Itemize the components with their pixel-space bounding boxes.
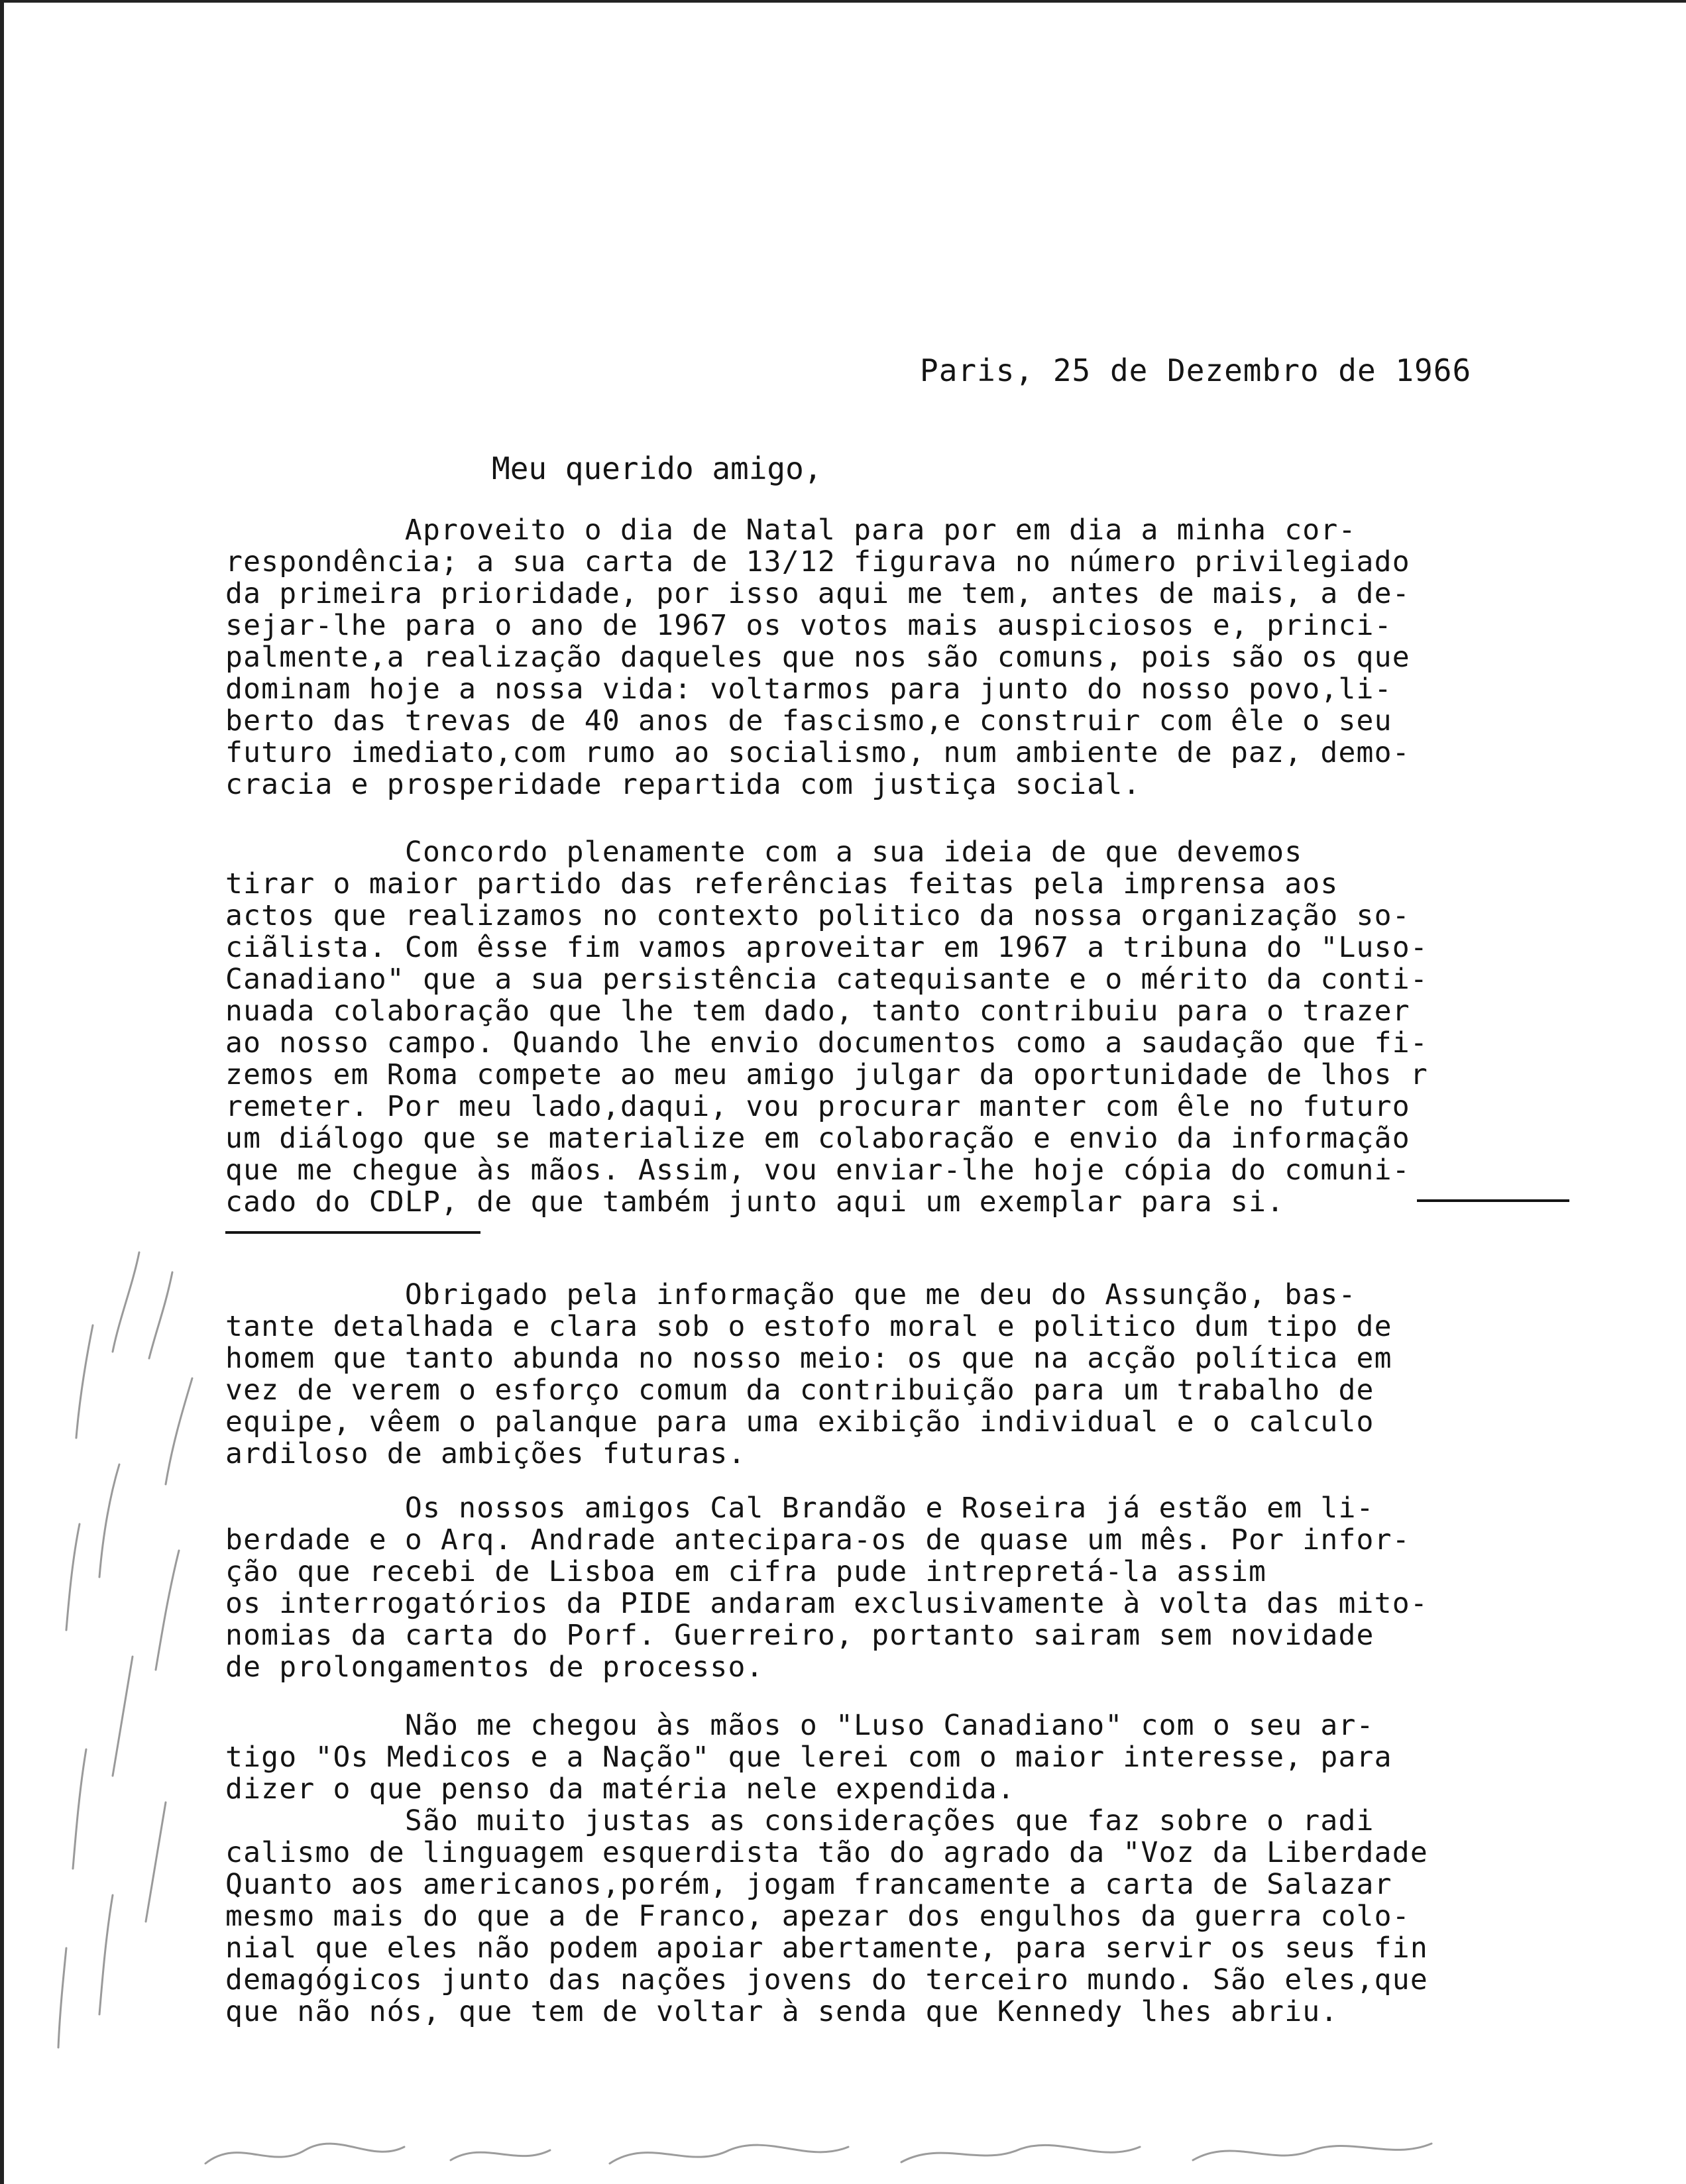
paragraph-line: Concordo plenamente com a sua ideia de que devemos — [225, 836, 1303, 868]
paragraph-2 — [225, 836, 1584, 1218]
paragraph-line: actos que realizamos no contexto politico da nossa organização so- — [225, 900, 1410, 932]
paragraph-line: ção que recebi de Lisboa em cifra pude intrepretá-la assim — [225, 1556, 1267, 1588]
paragraph-4 — [225, 1492, 1584, 1683]
paragraph-line: ciãlista. Com êsse fim vamos aproveitar em 1967 a tribuna do "Luso- — [225, 932, 1428, 963]
paragraph-line: dizer o que penso da matéria nele expendida. — [225, 1773, 1015, 1805]
paragraph-line: zemos em Roma compete ao meu amigo julgar da oportunidade de lhos r — [225, 1059, 1428, 1091]
paragraph-line: um diálogo que se materialize em colaboração e envio da informação — [225, 1122, 1410, 1154]
paragraph-line: sejar-lhe para o ano de 1967 os votos mais auspiciosos e, princi- — [225, 610, 1392, 641]
paragraph-line: berdade e o Arq. Andrade antecipara-os de quase um mês. Por infor- — [225, 1524, 1410, 1556]
paragraph-line: berto das trevas de 40 anos de fascismo,e construir com êle o seu — [225, 705, 1392, 737]
paragraph-line: palmente,a realização daqueles que nos são comuns, pois são os que — [225, 641, 1410, 673]
paragraph-line: tigo "Os Medicos e a Nação" que lerei com o maior interesse, para — [225, 1741, 1392, 1773]
paragraph-line: cracia e prosperidade repartida com justiça social. — [225, 769, 1141, 800]
letter-dateline: Paris, 25 de Dezembro de 1966 — [920, 353, 1472, 388]
paragraph-line: vez de verem o esforço comum da contribuição para um trabalho de — [225, 1374, 1375, 1406]
page-border-left — [0, 0, 4, 2184]
paragraph-1 — [225, 514, 1584, 800]
letter-salutation: Meu querido amigo, — [492, 451, 822, 486]
paragraph-line: dominam hoje a nossa vida: voltarmos para junto do nosso povo,li- — [225, 673, 1392, 705]
paragraph-line: homem que tanto abunda no nosso meio: os que na acção política em — [225, 1342, 1392, 1374]
underline-mark — [225, 1231, 480, 1234]
paragraph-line: Aproveito o dia de Natal para por em dia a minha cor- — [225, 514, 1357, 546]
paragraph-line: de prolongamentos de processo. — [225, 1651, 764, 1683]
paragraph-line: respondência; a sua carta de 13/12 figurava no número privilegiado — [225, 546, 1410, 578]
paragraph-line: tante detalhada e clara sob o estofo moral e politico dum tipo de — [225, 1311, 1392, 1342]
paragraph-line: nuada colaboração que lhe tem dado, tanto contribuiu para o trazer — [225, 995, 1410, 1027]
paragraph-line: mesmo mais do que a de Franco, apezar dos engulhos da guerra colo- — [225, 1900, 1410, 1932]
paragraph-line: ardiloso de ambições futuras. — [225, 1438, 746, 1470]
underline-mark — [1417, 1199, 1569, 1202]
paragraph-line: Quanto aos americanos,porém, jogam francamente a carta de Salazar — [225, 1869, 1392, 1900]
bottom-scribble-marks — [199, 2124, 1458, 2177]
paragraph-line: Não me chegou às mãos o "Luso Canadiano" com o seu ar- — [225, 1710, 1375, 1741]
paragraph-line: demagógicos junto das nações jovens do terceiro mundo. São eles,que — [225, 1964, 1428, 1996]
paragraph-5 — [225, 1710, 1584, 2028]
paragraph-line: da primeira prioridade, por isso aqui me tem, antes de mais, a de- — [225, 578, 1410, 610]
paragraph-3 — [225, 1279, 1584, 1470]
paragraph-line: calismo de linguagem esquerdista tão do agrado da "Voz da Liberdade — [225, 1837, 1428, 1869]
paragraph-line: que me chegue às mãos. Assim, vou enviar-lhe hoje cópia do comuni- — [225, 1154, 1410, 1186]
paragraph-line: equipe, vêem o palanque para uma exibição individual e o calculo — [225, 1406, 1375, 1438]
paragraph-line: remeter. Por meu lado,daqui, vou procurar manter com êle no futuro — [225, 1091, 1410, 1122]
margin-handwriting-marks — [40, 1246, 212, 2067]
paragraph-line: tirar o maior partido das referências feitas pela imprensa aos — [225, 868, 1339, 900]
paragraph-line: Obrigado pela informação que me deu do Assunção, bas- — [225, 1279, 1357, 1311]
paragraph-line: nomias da carta do Porf. Guerreiro, portanto sairam sem novidade — [225, 1619, 1375, 1651]
paragraph-line: os interrogatórios da PIDE andaram exclusivamente à volta das mito- — [225, 1588, 1428, 1619]
paragraph-line: Canadiano" que a sua persistência catequisante e o mérito da conti- — [225, 963, 1428, 995]
page-border-top — [0, 0, 1686, 3]
paragraph-line: nial que eles não podem apoiar abertamente, para servir os seus fin — [225, 1932, 1428, 1964]
paragraph-line: São muito justas as considerações que faz sobre o radi — [225, 1805, 1375, 1837]
paragraph-line: cado do CDLP, de que também junto aqui um exemplar para si. — [225, 1186, 1285, 1218]
paragraph-line: que não nós, que tem de voltar à senda que Kennedy lhes abriu. — [225, 1996, 1339, 2028]
paragraph-line: Os nossos amigos Cal Brandão e Roseira já estão em li- — [225, 1492, 1375, 1524]
paragraph-line: ao nosso campo. Quando lhe envio documentos como a saudação que fi- — [225, 1027, 1428, 1059]
paragraph-line: futuro imediato,com rumo ao socialismo, num ambiente de paz, demo- — [225, 737, 1410, 769]
